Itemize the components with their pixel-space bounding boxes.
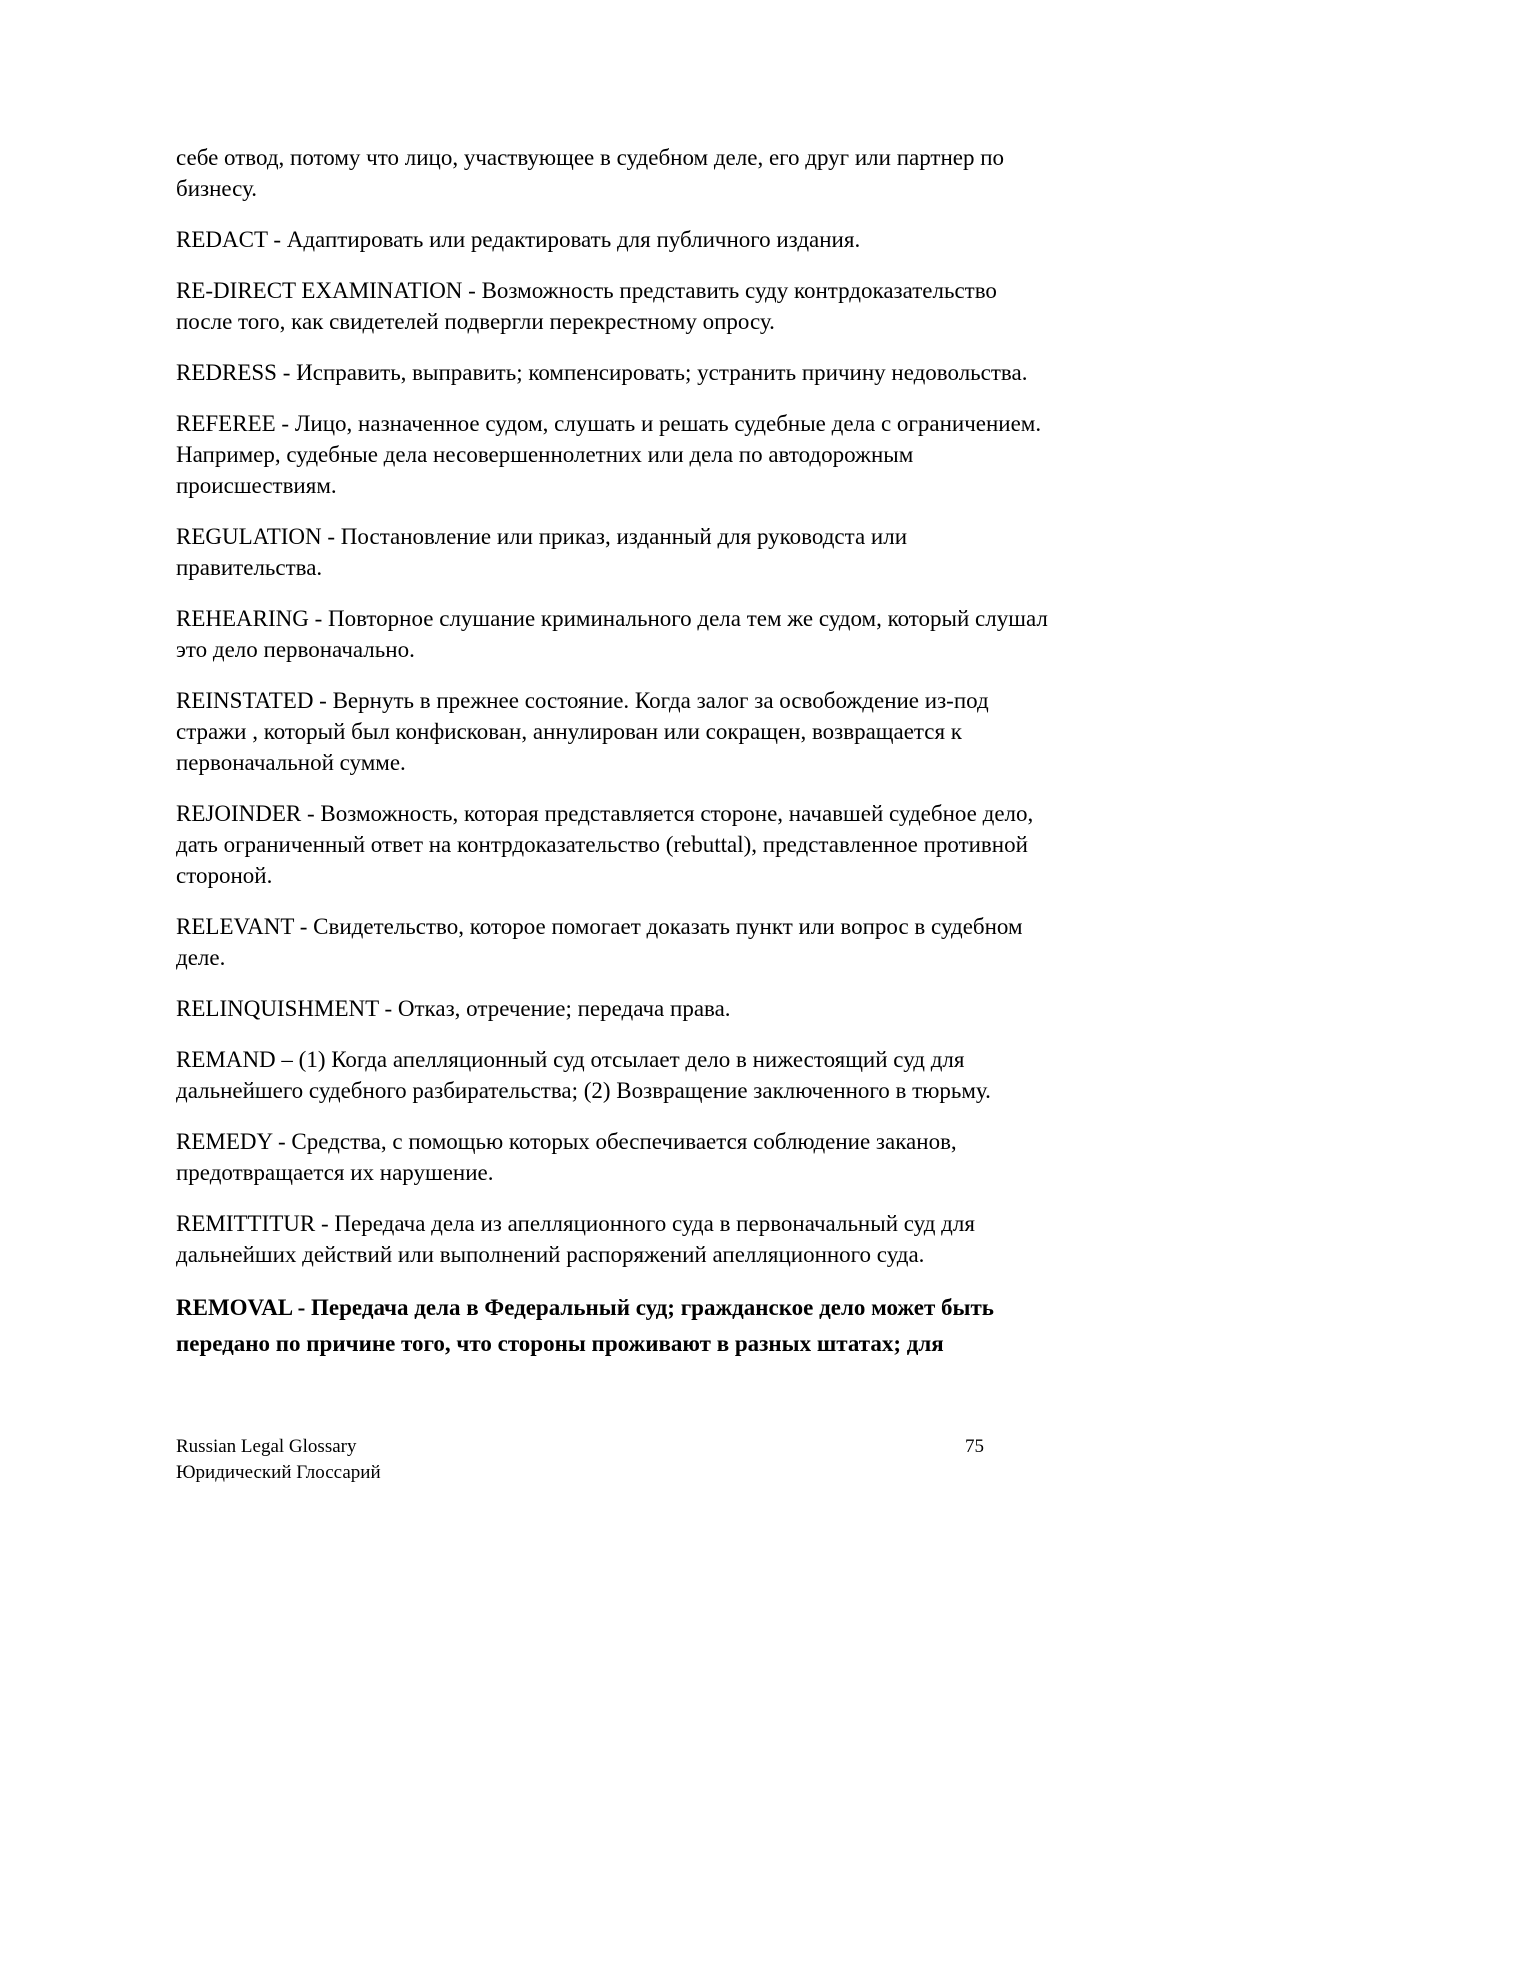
- page-footer: [176, 1434, 1056, 1486]
- footer-title-ru: Юридический Глоссарий: [176, 1462, 381, 1483]
- entry-regulation: REGULATION - Постановление или приказ, изданный для руководста или правительства.: [176, 524, 908, 580]
- entry-remittitur: REMITTITUR - Передача дела из апелляционного суда в первоначальный суд для дальнейших действий или выполнений распоряжений апелляционного суда.: [176, 1211, 975, 1267]
- entry-rehearing: REHEARING - Повторное слушание криминального дела тем же судом, который слушал это дело первоначально.: [176, 606, 1048, 662]
- entry-redact: REDACT - Адаптировать или редактировать для публичного издания.: [176, 227, 861, 252]
- continuation-paragraph: себе отвод, потому что лицо, участвующее в судебном деле, его друг или партнер по бизнесу.: [176, 145, 1005, 201]
- entry-removal: REMOVAL - Передача дела в Федеральный суд; гражданское дело может быть передано по причине того, что стороны проживают в разных штатах; для: [176, 1295, 994, 1356]
- entry-remand: REMAND – (1) Когда апелляционный суд отсылает дело в нижестоящий суд для дальнейшего судебного разбирательства; (2) Возвращение заключенного в тюрьму.: [176, 1047, 991, 1103]
- entry-redress: REDRESS - Исправить, выправить; компенсировать; устранить причину недовольства.: [176, 360, 1028, 385]
- glossary-content: [176, 142, 1056, 1382]
- footer-title: [176, 1434, 381, 1486]
- entry-re-direct-examination: RE-DIRECT EXAMINATION - Возможность представить суду контрдоказательство после того, как свидетелей подвергли перекрестному опросу.: [176, 278, 997, 334]
- footer-title-en: Russian Legal Glossary: [176, 1436, 357, 1457]
- entry-relinquishment: RELINQUISHMENT - Отказ, отречение; передача права.: [176, 996, 731, 1021]
- entry-reinstated: REINSTATED - Вернуть в прежнее состояние. Когда залог за освобождение из-под стражи , который был конфискован, аннулирован или сокращен, возвращается к первоначальной сумме.: [176, 688, 989, 775]
- entry-referee: REFEREE - Лицо, назначенное судом, слушать и решать судебные дела с ограничением. Например, судебные дела несовершеннолетних или дела по автодорожным происшествиям.: [176, 411, 1042, 498]
- entry-rejoinder: REJOINDER - Возможность, которая представляется стороне, начавшей судебное дело, дать ограниченный ответ на контрдоказательство (rebuttal), представленное противной стороной.: [176, 801, 1034, 888]
- entry-relevant: RELEVANT - Свидетельство, которое помогает доказать пункт или вопрос в судебном деле.: [176, 914, 1023, 970]
- page-number: 75: [965, 1436, 984, 1457]
- entry-remedy: REMEDY - Средства, с помощью которых обеспечивается соблюдение заканов, предотвращается их нарушение.: [176, 1129, 957, 1185]
